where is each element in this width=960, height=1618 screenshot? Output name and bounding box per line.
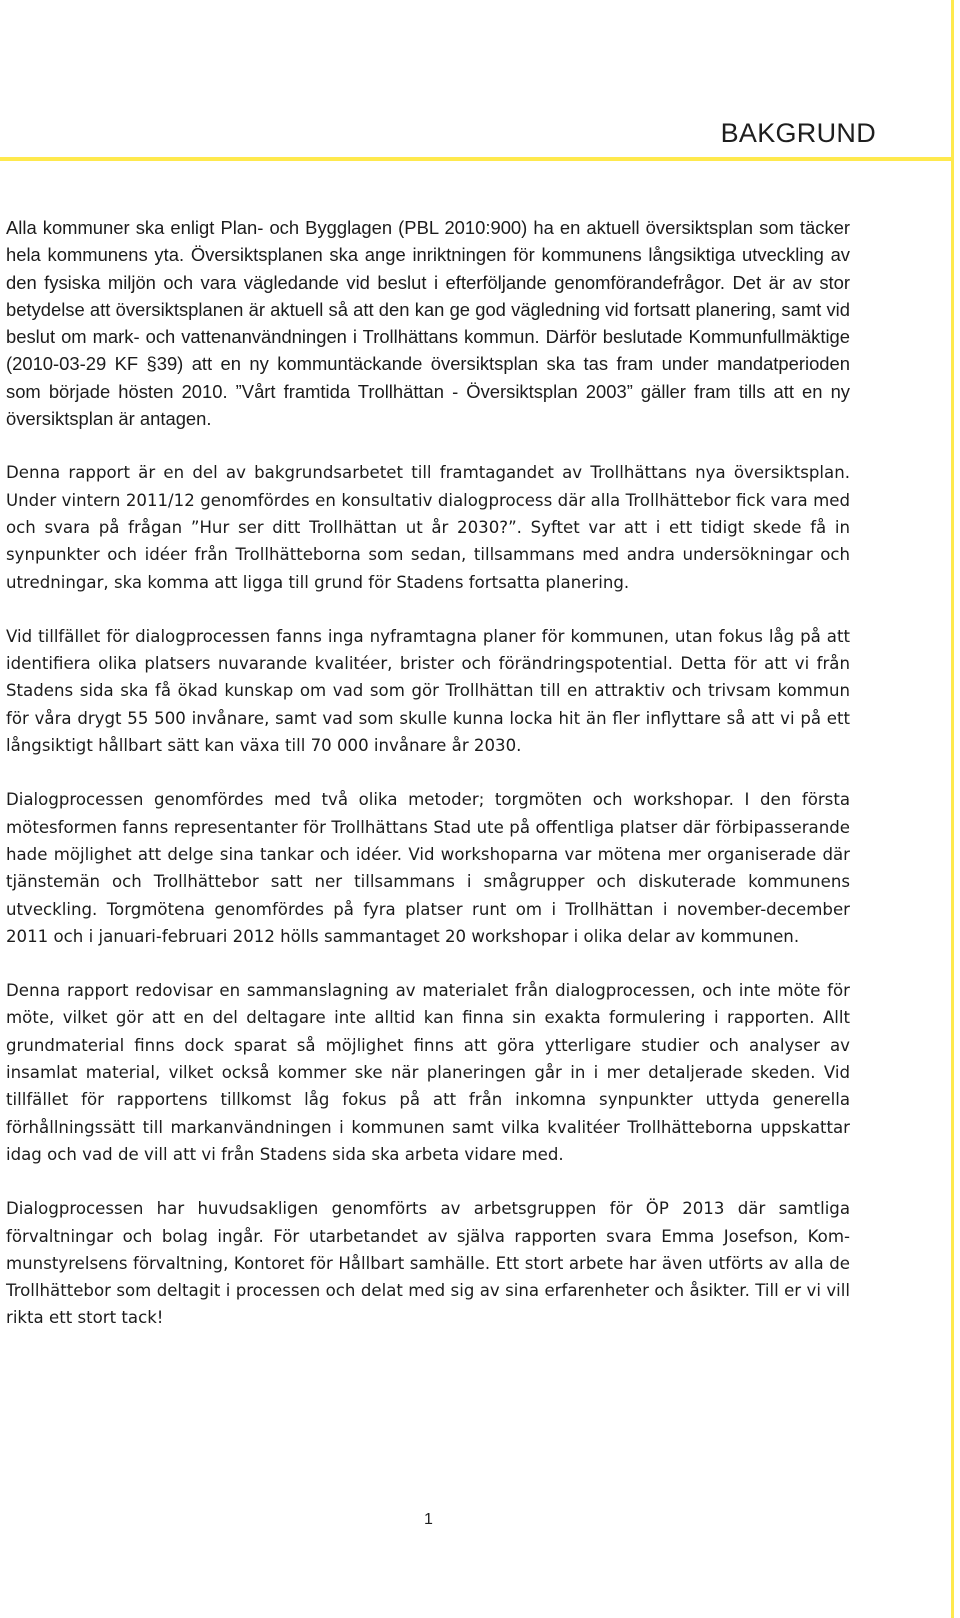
paragraph-4: Dialogprocessen genomfördes med två olika metoder; torgmöten och workshopar. I den första mötesformen fanns representanter för Trollhättans Stad ute på offentliga platser där förbipasserande hade möjlighet att delge sina tankar och idéer. Vid workshoparna var mötena mer organiserade där tjänstemän och Trollhättebor satt ner tillsammans i smågrupper och diskuterade kommunens utveckling. Torgmötena genomfördes på fyra platser runt om i Trollhättan i november-december 2011 och i januari-februari 2012 hölls sammantaget 20 workshopar i olika delar av kommunen. — [6, 790, 850, 946]
body-text — [6, 214, 850, 1359]
page-edge-stripe — [951, 0, 954, 1618]
paragraph-5: Denna rapport redovisar en sammanslagning av materialet från dialogprocessen, och inte möte för möte, vilket gör att en del deltagare inte alltid kan finna sin exakta formulering i rapporten. Allt grundmaterial finns dock sparat så möjlighet finns att göra ytterligare studier och analyser av insamlat material, vilket också kommer ske när planeringen går in i mer detaljerade skeden. Vid tillfället för rapportens tillkomst låg fokus på att från inkomna synpunkter uttyda generella förhållningssätt till markanvändningen i kommunen samt vilka kvalitéer Trollhätteborna uppskattar idag och vad de vill att vi från Stadens sida ska arbeta vidare med. — [6, 981, 850, 1164]
paragraph-6: Dialogprocessen har huvudsakligen genomförts av arbetsgruppen för ÖP 2013 där samtliga förvaltningar och bolag ingår. För utarbetandet av själva rapporten svara Emma Josefson, Kommunstyrelsens förvaltning, Kontoret för Hållbart samhälle. Ett stort arbete har även utförts av alla de Trollhättebor som deltagit i processen och delat med sig av sina erfarenheter och åsikter. Till er vi vill rikta ett stort tack! — [6, 1199, 850, 1328]
page-heading: BAKGRUND — [720, 118, 876, 148]
heading-rule — [0, 157, 951, 161]
page-number: 1 — [424, 1511, 433, 1528]
paragraph-2: Denna rapport är en del av bakgrundsarbetet till framtagandet av Trollhättans nya översiktsplan. Under vintern 2011/12 genomfördes en konsultativ dialogprocess där alla Trollhättebor fick vara med och svara på frågan ”Hur ser ditt Trollhättan ut år 2030?”. Syftet var att i ett tidigt skede få in synpunkter och idéer från Trollhätteborna som sedan, tillsammans med andra undersökningar och utredningar, ska komma att ligga till grund för Stadens fortsatta planering. — [6, 463, 850, 592]
paragraph-1: Alla kommuner ska enligt Plan- och Bygglagen (PBL 2010:900) ha en aktuell översiktsplan som täcker hela kommunens yta. Översiktsplanen ska ange inriktningen för kommunens långsiktiga utveckling av den fysiska miljön och vara vägledande vid beslut i efterföljande genomförandefrågor. Det är av stor betydelse att översiktsplanen är aktuell så att den kan ge god vägledning vid fortsatt planering, samt vid beslut om mark- och vattenanvändningen i Trollhättans kommun. Därför beslutade Kommunfullmäktige (2010-03-29 KF §39) att en ny kommuntäckande översiktsplan ska tas fram under mandatperioden som började hösten 2010. ”Vårt framtida Trollhättan - Översiktsplan 2003” gäller fram tills att en ny översiktsplan är antagen. — [6, 217, 850, 430]
paragraph-3: Vid tillfället för dialogprocessen fanns inga nyframtagna planer för kommunen, utan fokus låg på att identifiera olika platsers nuvarande kvalitéer, brister och förändringspotential. Detta för att vi från Stadens sida ska få ökad kunskap om vad som gör Trollhättan till en attraktiv och trivsam kommun för våra drygt 55 500 invånare, samt vad som skulle kunna locka hit än fler inflyttare så att vi på ett långsiktigt hållbart sätt kan växa till 70 000 invånare år 2030. — [6, 626, 850, 756]
